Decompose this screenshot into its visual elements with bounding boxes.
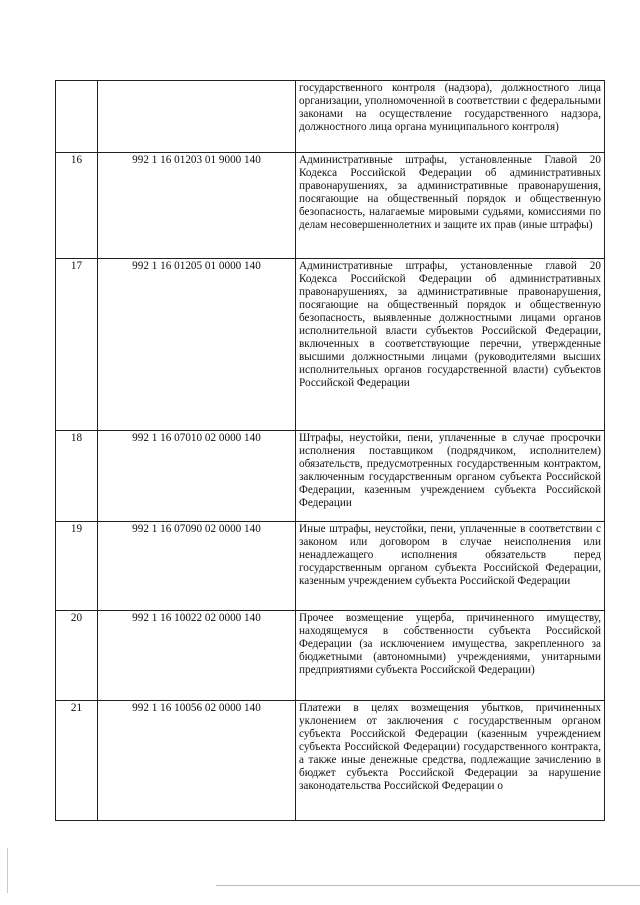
row-number <box>56 81 98 153</box>
table-row <box>56 431 605 522</box>
row-number: 21 <box>56 701 98 821</box>
revenue-description: Штрафы, неустойки, пени, уплаченные в случае просрочки исполнения поставщиком (подрядчиком, исполнителем) обязательств, предусмотренных государственным контрактом, заключенным государственным органом субъекта Российской Федерации, казенным учреждением субъекта Российской Федерации <box>296 431 605 522</box>
revenue-codes-table <box>55 80 605 821</box>
row-number: 19 <box>56 522 98 611</box>
table-row <box>56 701 605 821</box>
budget-code <box>98 81 296 153</box>
table-row <box>56 81 605 153</box>
scan-edge-line <box>216 885 640 886</box>
table-row <box>56 611 605 701</box>
budget-code: 992 1 16 07010 02 0000 140 <box>98 431 296 522</box>
scan-margin-line <box>7 848 8 893</box>
row-number: 17 <box>56 259 98 431</box>
table-row <box>56 522 605 611</box>
revenue-description: Иные штрафы, неустойки, пени, уплаченные в соответствии с законом или договором в случае неисполнения или ненадлежащего исполнения обязательств перед государственным органом субъекта Российской Федерации, казенным учреждением субъекта Российской Федерации <box>296 522 605 611</box>
revenue-description: Административные штрафы, установленные Главой 20 Кодекса Российской Федерации об административных правонарушениях, за административные правонарушения, посягающие на общественный порядок и общественную безопасность, налагаемые мировыми судьями, комиссиями по делам несовершеннолетних и защите их прав (иные штрафы) <box>296 153 605 259</box>
budget-code: 992 1 16 01203 01 9000 140 <box>98 153 296 259</box>
budget-code: 992 1 16 10022 02 0000 140 <box>98 611 296 701</box>
row-number: 20 <box>56 611 98 701</box>
revenue-description: Прочее возмещение ущерба, причиненного имуществу, находящемуся в собственности субъекта Российской Федерации (за исключением имущества, закрепленного за бюджетными (автономными) учреждениями, унитарными предприятиями субъекта Российской Федерации) <box>296 611 605 701</box>
row-number: 18 <box>56 431 98 522</box>
table-row <box>56 153 605 259</box>
revenue-description: государственного контроля (надзора), должностного лица организации, уполномоченной в соответствии с федеральными законами на осуществление государственного надзора, должностного лица органа муниципального контроля) <box>296 81 605 153</box>
budget-code: 992 1 16 01205 01 0000 140 <box>98 259 296 431</box>
table-row <box>56 259 605 431</box>
revenue-description: Административные штрафы, установленные главой 20 Кодекса Российской Федерации об административных правонарушениях, за административные правонарушения, посягающие на общественный порядок и общественную безопасность, выявленные должностными лицами органов исполнительной власти субъектов Российской Федерации, включенных в соответствующие перечни, утвержденные высшими должностными лицами (руководителями высших исполнительных органов государственной власти) субъектов Российской Федерации <box>296 259 605 431</box>
budget-code: 992 1 16 10056 02 0000 140 <box>98 701 296 821</box>
budget-code: 992 1 16 07090 02 0000 140 <box>98 522 296 611</box>
row-number: 16 <box>56 153 98 259</box>
revenue-description: Платежи в целях возмещения убытков, причиненных уклонением от заключения с государственным органом субъекта Российской Федерации (казенным учреждением субъекта Российской Федерации) государственного контракта, а также иные денежные средства, подлежащие зачислению в бюджет субъекта Российской Федерации за нарушение законодательства Российской Федерации о <box>296 701 605 821</box>
